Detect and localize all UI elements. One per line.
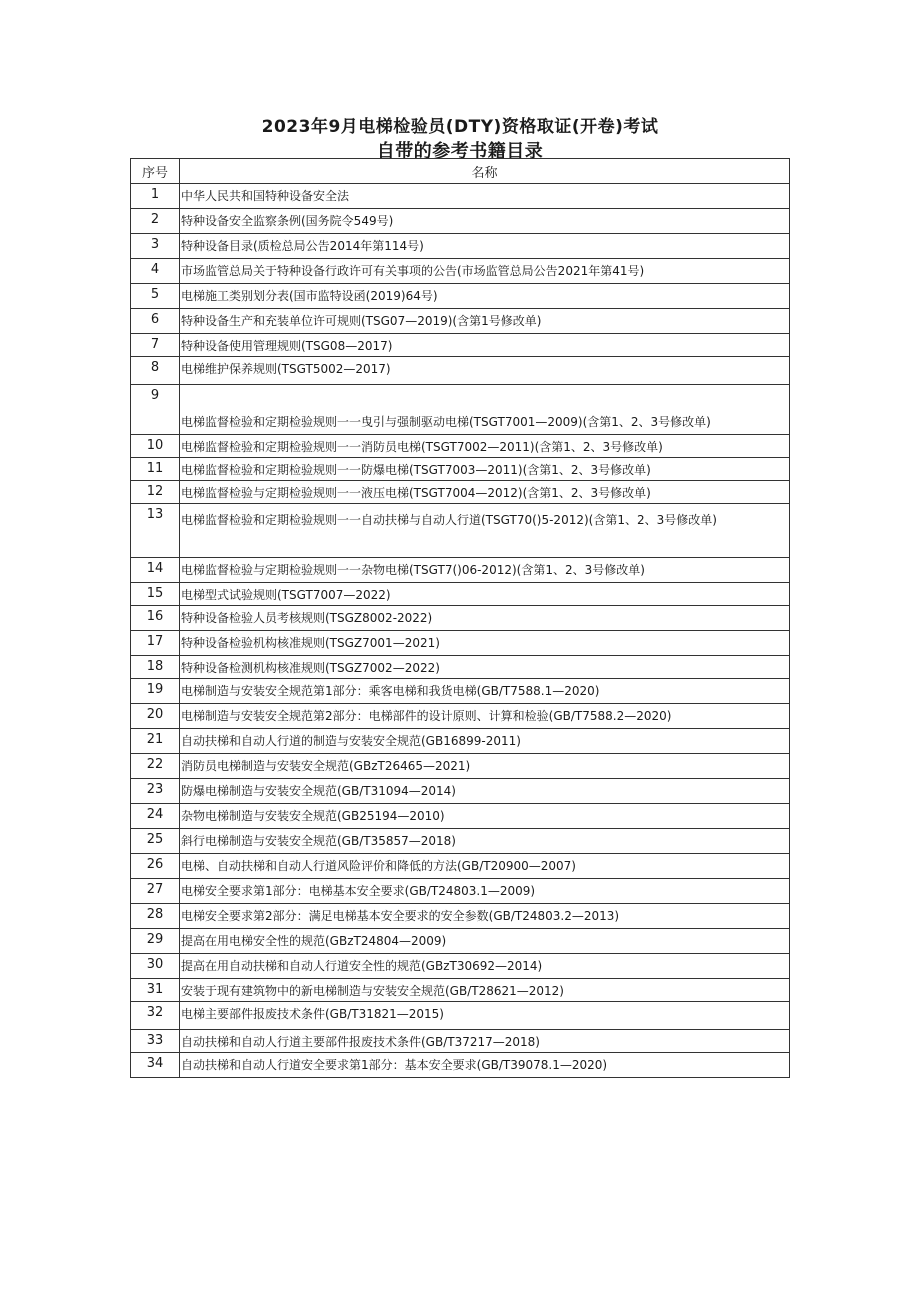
row-number: 23 bbox=[131, 779, 180, 804]
row-number: 19 bbox=[131, 679, 180, 704]
row-number: 14 bbox=[131, 558, 180, 583]
row-title: 电梯安全要求第2部分：满足电梯基本安全要求的安全参数(GB/T24803.2—2013) bbox=[180, 904, 790, 929]
row-title: 提高在用电梯安全性的规范(GBzT24804—2009) bbox=[180, 929, 790, 954]
row-title: 特种设备安全监察条例(国务院令549号) bbox=[180, 209, 790, 234]
reference-book-table bbox=[130, 158, 790, 1078]
row-title: 电梯监督检验和定期检验规则一一曳引与强制驱动电梯(TSGT7001—2009)(含第1、2、3号修改单) bbox=[180, 385, 790, 435]
table-row bbox=[131, 656, 790, 679]
table-row bbox=[131, 854, 790, 879]
row-number: 7 bbox=[131, 334, 180, 357]
table-row bbox=[131, 929, 790, 954]
row-number: 15 bbox=[131, 583, 180, 606]
row-number: 28 bbox=[131, 904, 180, 929]
header-name: 名称 bbox=[180, 159, 790, 184]
row-title: 特种设备使用管理规则(TSG08—2017) bbox=[180, 334, 790, 357]
row-title: 防爆电梯制造与安装安全规范(GB/T31094—2014) bbox=[180, 779, 790, 804]
table-row bbox=[131, 704, 790, 729]
table-row bbox=[131, 904, 790, 929]
table-row bbox=[131, 954, 790, 979]
table-row bbox=[131, 504, 790, 558]
row-number: 18 bbox=[131, 656, 180, 679]
row-number: 6 bbox=[131, 309, 180, 334]
row-number: 25 bbox=[131, 829, 180, 854]
row-number: 3 bbox=[131, 234, 180, 259]
row-title: 杂物电梯制造与安装安全规范(GB25194—2010) bbox=[180, 804, 790, 829]
row-number: 9 bbox=[131, 385, 180, 435]
table-row bbox=[131, 184, 790, 209]
row-title: 自动扶梯和自动人行道安全要求第1部分：基本安全要求(GB/T39078.1—2020) bbox=[180, 1053, 790, 1078]
table-row bbox=[131, 1053, 790, 1078]
row-number: 20 bbox=[131, 704, 180, 729]
table-row bbox=[131, 481, 790, 504]
row-number: 2 bbox=[131, 209, 180, 234]
row-title: 消防员电梯制造与安装安全规范(GBzT26465—2021) bbox=[180, 754, 790, 779]
table-row bbox=[131, 729, 790, 754]
table-row bbox=[131, 779, 790, 804]
row-title: 自动扶梯和自动人行道主要部件报废技术条件(GB/T37217—2018) bbox=[180, 1030, 790, 1053]
row-number: 5 bbox=[131, 284, 180, 309]
row-title: 提高在用自动扶梯和自动人行道安全性的规范(GBzT30692—2014) bbox=[180, 954, 790, 979]
table-row bbox=[131, 458, 790, 481]
row-title: 特种设备目录(质检总局公告2014年第114号) bbox=[180, 234, 790, 259]
row-title: 电梯监督检验和定期检验规则一一防爆电梯(TSGT7003—2011)(含第1、2、3号修改单) bbox=[180, 458, 790, 481]
row-number: 29 bbox=[131, 929, 180, 954]
table-row bbox=[131, 1030, 790, 1053]
table-row bbox=[131, 679, 790, 704]
table-row bbox=[131, 357, 790, 385]
table-row bbox=[131, 606, 790, 631]
table-row bbox=[131, 979, 790, 1002]
row-number: 26 bbox=[131, 854, 180, 879]
row-title: 电梯、自动扶梯和自动人行道风险评价和降低的方法(GB/T20900—2007) bbox=[180, 854, 790, 879]
row-number: 33 bbox=[131, 1030, 180, 1053]
table-row bbox=[131, 804, 790, 829]
table-row bbox=[131, 754, 790, 779]
row-title: 特种设备生产和充装单位许可规则(TSG07—2019)(含第1号修改单) bbox=[180, 309, 790, 334]
row-number: 10 bbox=[131, 435, 180, 458]
row-number: 34 bbox=[131, 1053, 180, 1078]
row-title: 电梯监督检验和定期检验规则一一消防员电梯(TSGT7002—2011)(含第1、2、3号修改单) bbox=[180, 435, 790, 458]
row-number: 13 bbox=[131, 504, 180, 558]
row-title: 特种设备检测机构核准规则(TSGZ7002—2022) bbox=[180, 656, 790, 679]
row-title: 中华人民共和国特种设备安全法 bbox=[180, 184, 790, 209]
row-title: 电梯主要部件报废技术条件(GB/T31821—2015) bbox=[180, 1002, 790, 1030]
row-title: 电梯维护保养规则(TSGT5002—2017) bbox=[180, 357, 790, 385]
row-title: 特种设备检验人员考核规则(TSGZ8002-2022) bbox=[180, 606, 790, 631]
table-row bbox=[131, 284, 790, 309]
table-row bbox=[131, 583, 790, 606]
row-number: 21 bbox=[131, 729, 180, 754]
table-row bbox=[131, 879, 790, 904]
table-row bbox=[131, 259, 790, 284]
table-row bbox=[131, 435, 790, 458]
table-row bbox=[131, 1002, 790, 1030]
row-number: 32 bbox=[131, 1002, 180, 1030]
row-title: 电梯施工类别划分表(国市监特设函(2019)64号) bbox=[180, 284, 790, 309]
row-number: 17 bbox=[131, 631, 180, 656]
table-row bbox=[131, 558, 790, 583]
row-title: 特种设备检验机构核准规则(TSGZ7001—2021) bbox=[180, 631, 790, 656]
table-row bbox=[131, 234, 790, 259]
row-title: 电梯监督检验与定期检验规则一一液压电梯(TSGT7004—2012)(含第1、2、3号修改单) bbox=[180, 481, 790, 504]
table-row bbox=[131, 209, 790, 234]
row-title: 安装于现有建筑物中的新电梯制造与安装安全规范(GB/T28621—2012) bbox=[180, 979, 790, 1002]
row-number: 31 bbox=[131, 979, 180, 1002]
row-number: 24 bbox=[131, 804, 180, 829]
row-number: 11 bbox=[131, 458, 180, 481]
row-number: 8 bbox=[131, 357, 180, 385]
row-title: 自动扶梯和自动人行道的制造与安装安全规范(GB16899-2011) bbox=[180, 729, 790, 754]
row-title: 电梯制造与安装安全规范第1部分：乘客电梯和我货电梯(GB/T7588.1—2020) bbox=[180, 679, 790, 704]
row-number: 22 bbox=[131, 754, 180, 779]
doc-title: 2023年9月电梯检验员(DTY)资格取证(开卷)考试 bbox=[261, 117, 659, 137]
row-title: 斜行电梯制造与安装安全规范(GB/T35857—2018) bbox=[180, 829, 790, 854]
row-number: 1 bbox=[131, 184, 180, 209]
row-number: 30 bbox=[131, 954, 180, 979]
row-title: 电梯监督检验与定期检验规则一一杂物电梯(TSGT7()06-2012)(含第1、2、3号修改单) bbox=[180, 558, 790, 583]
table-row bbox=[131, 334, 790, 357]
row-number: 27 bbox=[131, 879, 180, 904]
table-row bbox=[131, 309, 790, 334]
row-number: 16 bbox=[131, 606, 180, 631]
header-seq: 序号 bbox=[131, 159, 180, 184]
row-title: 市场监管总局关于特种设备行政许可有关事项的公告(市场监管总局公告2021年第41号) bbox=[180, 259, 790, 284]
table-row bbox=[131, 385, 790, 435]
table-row bbox=[131, 829, 790, 854]
table-header-row bbox=[131, 159, 790, 184]
row-title: 电梯制造与安装安全规范第2部分：电梯部件的设计原则、计算和检验(GB/T7588.2—2020) bbox=[180, 704, 790, 729]
row-number: 4 bbox=[131, 259, 180, 284]
table-row bbox=[131, 631, 790, 656]
row-title: 电梯型式试验规则(TSGT7007—2022) bbox=[180, 583, 790, 606]
row-title: 电梯安全要求第1部分：电梯基本安全要求(GB/T24803.1—2009) bbox=[180, 879, 790, 904]
table-body bbox=[131, 184, 790, 1078]
doc-subtitle: 自带的参考书籍目录 bbox=[376, 141, 544, 162]
row-title: 电梯监督检验和定期检验规则一一自动扶梯与自动人行道(TSGT70()5-2012)(含第1、2、3号修改单) bbox=[180, 504, 790, 558]
row-number: 12 bbox=[131, 481, 180, 504]
